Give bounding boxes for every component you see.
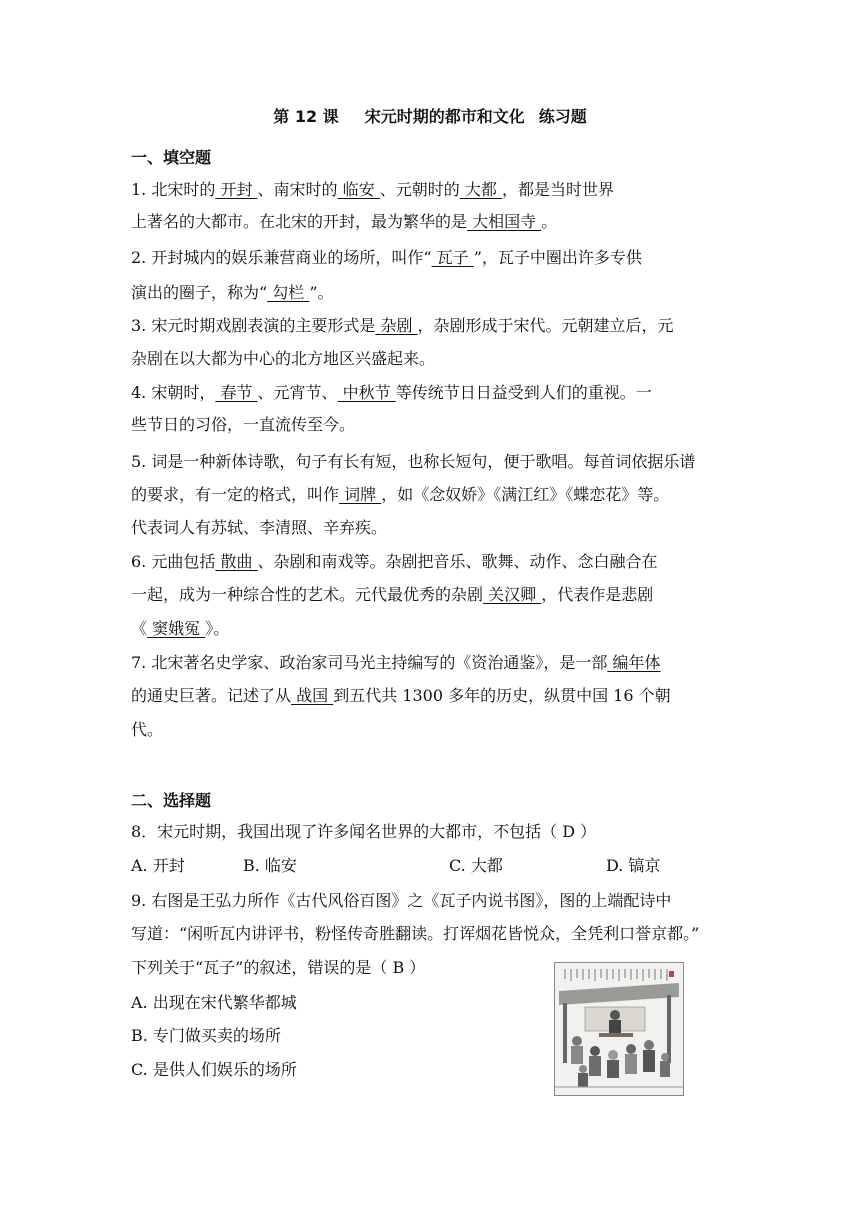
page-title (0, 104, 860, 127)
answer-blank: 散曲 (215, 552, 258, 571)
answer-blank: 瓦子 (431, 248, 474, 267)
answer-blank: 杂剧 (375, 316, 418, 335)
answer-blank: 关汉卿 (483, 585, 542, 604)
illustration-drawing (555, 963, 683, 1095)
answer-blank: 春节 (215, 383, 258, 402)
question-7-line-3: 代。 (131, 720, 164, 739)
answer-blank: 大都 (459, 180, 502, 199)
answer-blank: 大相国寺 (467, 212, 542, 231)
answer-blank: 窦娥冤 (147, 619, 206, 638)
lesson-number: 第 12 课 (273, 107, 339, 126)
question-5-line-3: 代表词人有苏轼、李清照、辛弃疾。 (131, 518, 388, 537)
question-6-line-2: 一起，成为一种综合性的艺术。元代最优秀的杂剧 关汉卿 ，代表作是悲剧 (131, 585, 654, 604)
question-4-line-2: 些节日的习俗，一直流传至今。 (131, 415, 356, 434)
section-heading-fill-blank: 一、填空题 (131, 148, 212, 167)
question-8-option-c: C. 大都 (449, 856, 503, 875)
question-2-line-2: 演出的圈子，称为“ 勾栏 ”。 (131, 283, 334, 302)
question-1-line-1: 1. 北宋时的 开封 、南宋时的 临安 、元朝时的 大都 ，都是当时世界 (131, 180, 614, 199)
answer-blank: 战国 (291, 686, 334, 705)
question-6-line-3: 《 窦娥冤 》。 (131, 619, 230, 638)
question-7-line-1: 7. 北宋著名史学家、政治家司马光主持编写的《资治通鉴》，是一部 编年体 (131, 653, 661, 672)
question-3-line-2: 杂剧在以大都为中心的北方地区兴盛起来。 (131, 349, 436, 368)
question-1-line-2: 上著名的大都市。在北宋的开封，最为繁华的是 大相国寺 。 (131, 212, 558, 231)
storytelling-illustration (554, 962, 684, 1096)
question-9-line-3: 下列关于“瓦子”的叙述，错误的是（ B ） (131, 958, 426, 977)
question-8-option-d: D. 镐京 (606, 856, 661, 875)
question-3-line-1: 3. 宋元时期戏剧表演的主要形式是 杂剧 ，杂剧形成于宋代。元朝建立后，元 (131, 316, 674, 335)
question-8-stem: 8．宋元时期，我国出现了许多闻名世界的大都市，不包括（ D ） (131, 822, 597, 841)
question-9-option-b: B. 专门做买卖的场所 (131, 1026, 281, 1045)
question-5-line-2: 的要求，有一定的格式，叫作 词牌 ，如《念奴娇》《满江红》《蝶恋花》等。 (131, 485, 670, 504)
section-heading-multiple-choice: 二、选择题 (131, 791, 212, 810)
question-2-line-1: 2. 开封城内的娱乐兼营商业的场所，叫作“ 瓦子 ”，瓦子中圈出许多专供 (131, 248, 642, 267)
answer-blank: 勾栏 (267, 283, 310, 302)
question-9-line-2: 写道：“闲听瓦内讲评书，粉怪传奇胜翻读。打诨烟花皆悦众，全凭利口誉京都。” (131, 924, 700, 943)
answer-blank: 编年体 (607, 653, 661, 672)
answer-blank: 临安 (337, 180, 380, 199)
question-6-line-1: 6. 元曲包括 散曲 、杂剧和南戏等。杂剧把音乐、歌舞、动作、念白融合在 (131, 552, 658, 571)
question-8-option-b: B. 临安 (243, 856, 297, 875)
answer-blank: 开封 (215, 180, 258, 199)
title-suffix: 练习题 (538, 107, 587, 126)
question-9-option-c: C. 是供人们娱乐的场所 (131, 1060, 297, 1079)
question-4-line-1: 4. 宋朝时， 春节 、元宵节、 中秋节 等传统节日日益受到人们的重视。一 (131, 383, 652, 402)
question-9-option-a: A. 出现在宋代繁华都城 (131, 993, 297, 1012)
answer-blank: 中秋节 (337, 383, 396, 402)
question-8-option-a: A. 开封 (131, 856, 185, 875)
lesson-topic: 宋元时期的都市和文化 (364, 107, 525, 126)
question-5-line-1: 5. 词是一种新体诗歌，句子有长有短，也称长短句，便于歌唱。每首词依据乐谱 (131, 452, 696, 471)
question-7-line-2: 的通史巨著。记述了从 战国 到五代共 1300 多年的历史，纵贯中国 16 个朝 (131, 686, 671, 705)
question-9-line-1: 9. 右图是王弘力所作《古代风俗百图》之《瓦子内说书图》，图的上端配诗中 (131, 891, 672, 910)
answer-blank: 词牌 (339, 485, 382, 504)
